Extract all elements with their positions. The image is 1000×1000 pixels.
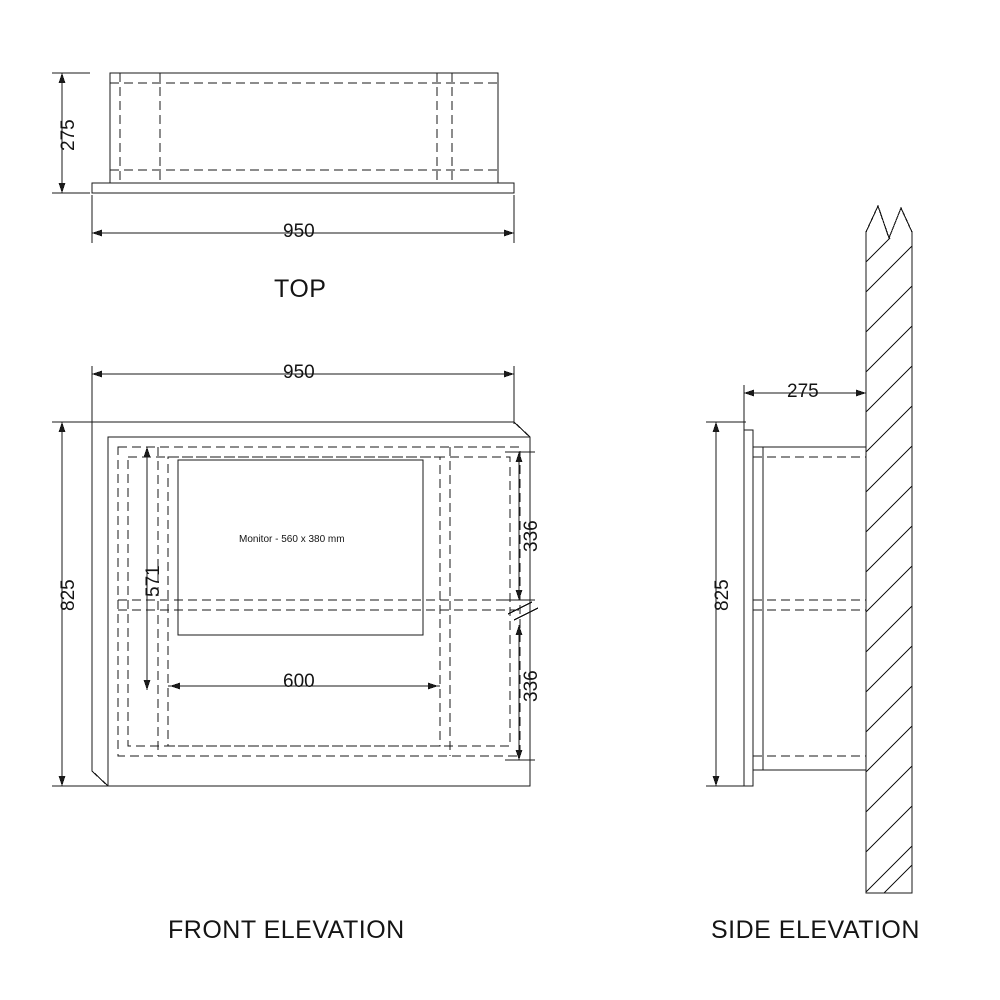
dimension-label-front-upper-band: 336 [521,520,542,552]
dimension-label-side-height: 825 [712,579,733,611]
side-elevation-title: SIDE ELEVATION [711,916,920,944]
top-view-geometry [92,73,514,193]
dimension-label-side-depth: 275 [787,381,819,402]
front-elevation-title: FRONT ELEVATION [168,916,405,944]
monitor-note-label: Monitor - 560 x 380 mm [239,534,345,545]
dimension-label-front-height: 825 [58,579,79,611]
side-elevation-geometry [744,206,912,893]
front-elevation-geometry [92,422,530,786]
dimension-label-top-width: 950 [283,221,315,242]
dimension-label-top-depth: 275 [58,119,79,151]
dimension-label-front-opening-width: 600 [283,671,315,692]
dimension-label-front-inner-height: 571 [143,565,164,597]
top-view-title: TOP [274,275,327,303]
dimension-label-front-lower-band: 336 [521,670,542,702]
dimension-label-front-width: 950 [283,362,315,383]
